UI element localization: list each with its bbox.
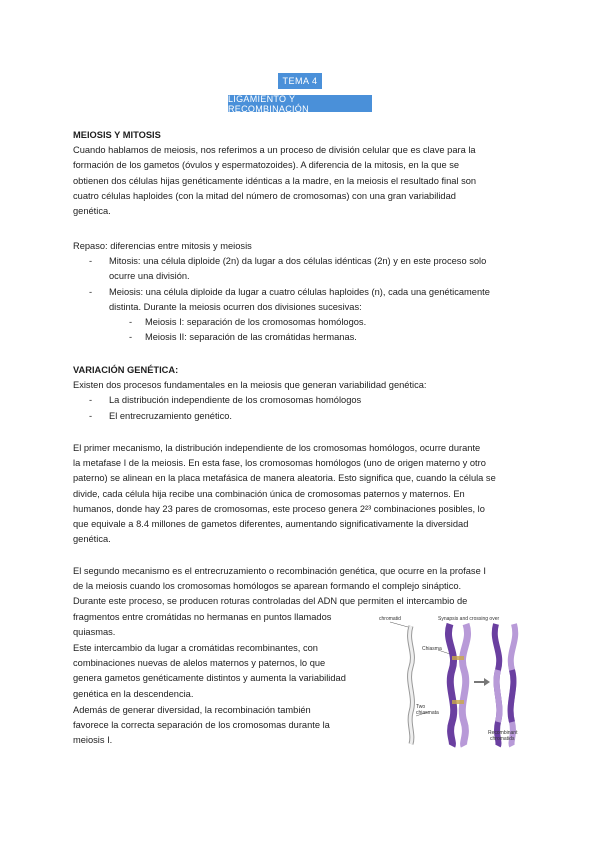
text-line: Este intercambio da lugar a cromátidas recombinantes, con	[73, 643, 318, 653]
sub-bullet-list	[73, 315, 528, 345]
topic-subtitle: LIGAMIENTO Y RECOMBINACIÓN	[228, 95, 372, 112]
text-line: genética en la descendencia.	[73, 688, 194, 699]
list-item	[73, 330, 528, 345]
dash-bullet: -	[129, 317, 133, 328]
text-line: Meiosis I: separación de los cromosomas homólogos.	[145, 317, 367, 328]
label-synapsis: Synapsis and crossing over	[438, 616, 500, 622]
section-meiosis-mitosis	[73, 128, 528, 219]
text-line: genética.	[73, 206, 111, 217]
list-item	[73, 315, 528, 330]
dash-bullet: -	[89, 410, 93, 421]
paragraph-entrecruzamiento	[73, 564, 528, 610]
text-line: cuatro células haploides (con la mitad del número de cromosomas) con una gran variabilidad	[73, 190, 456, 201]
text-line: Durante este proceso, se producen roturas controladas del ADN que permiten el intercambio de	[73, 596, 468, 607]
dash-bullet: -	[89, 395, 93, 406]
text-line: de la meiosis cuando los cromosomas homólogos se aparean formando el complejo sináptico.	[73, 581, 462, 592]
text-line: El entrecruzamiento genético.	[109, 410, 232, 421]
section-heading: VARIACIÓN GENÉTICA:	[73, 365, 179, 375]
list-item	[73, 409, 528, 424]
topic-title: TEMA 4	[278, 73, 322, 89]
dash-bullet: -	[89, 286, 93, 297]
label-chromatid: chromatid	[379, 616, 401, 622]
homolog-dark	[448, 624, 453, 746]
text-line: El primer mecanismo, la distribución independiente de los cromosomas homólogos, ocurre durante	[73, 443, 481, 453]
text-line: Además de generar diversidad, la recombinación también	[73, 705, 311, 715]
text-line: formación de los gametos (óvulos y espermatozoides). A diferencia de la mitosis, en la que se	[73, 160, 460, 171]
paragraph-recombinantes	[73, 641, 370, 702]
list-item	[73, 393, 528, 408]
crossing-over-figure	[378, 612, 528, 750]
text-line: Meiosis II: separación de las cromátidas hermanas.	[145, 332, 357, 343]
label-chromatids: chromatids	[490, 736, 515, 742]
paragraph-distribucion	[73, 441, 528, 547]
text-line: la metafase I de la meiosis. En esta fase, los cromosomas homólogos (uno de origen materno y otro	[73, 458, 486, 469]
label-chiasma: Chiasma	[422, 646, 442, 652]
chiasma-band-1	[452, 656, 464, 660]
paragraph-separacion	[73, 703, 370, 749]
variacion-intro: Existen dos procesos fundamentales en la meiosis que generan variabilidad genética:	[73, 380, 427, 391]
text-line: divide, cada célula hija recibe una combinación única de cromosomas paternos y maternos. En	[73, 488, 465, 499]
text-line: ocurre una división.	[109, 271, 190, 282]
dash-bullet: -	[89, 256, 93, 267]
bullet-list	[73, 254, 528, 315]
list-item	[73, 254, 528, 284]
list-item	[73, 285, 528, 315]
text-line: La distribución independiente de los cromosomas homólogos	[109, 395, 362, 406]
text-line: El segundo mecanismo es el entrecruzamiento o recombinación genética, que ocurre en la profase I	[73, 566, 486, 576]
homolog-light	[462, 624, 467, 746]
paragraph-entrecruzamiento-end	[73, 610, 370, 640]
section-heading: MEIOSIS Y MITOSIS	[73, 130, 161, 140]
repaso-intro: Repaso: diferencias entre mitosis y meiosis	[73, 241, 252, 251]
recombinant-2b	[511, 670, 514, 722]
label-recombinant: Recombinant	[488, 730, 518, 736]
text-line: fragmentos entre cromátidas no hermanas en puntos llamados	[73, 612, 332, 622]
text-line: genética.	[73, 534, 111, 545]
text-line: quiasmas.	[73, 627, 116, 638]
label-two: Two	[416, 704, 426, 710]
dash-bullet: -	[129, 332, 133, 343]
text-line: combinaciones nuevas de alelos maternos y paternos, lo que	[73, 658, 326, 669]
section-variacion	[73, 363, 528, 424]
text-line: Mitosis: una célula diploide (2n) da lugar a dos células idénticas (2n) y en este proceso solo	[109, 256, 487, 267]
paragraph	[73, 143, 528, 219]
recombinant-1b	[497, 670, 500, 722]
text-line: distinta. Durante la meiosis ocurren dos divisiones sucesivas:	[109, 301, 362, 312]
text-line: humanos, donde hay 23 pares de cromosomas, este proceso genera 2²³ combinaciones posibles, lo	[73, 503, 485, 514]
chiasma-band-2	[452, 700, 464, 704]
crossing-over-diagram	[378, 612, 528, 750]
section-repaso	[73, 239, 528, 345]
text-line: Meiosis: una célula diploide da lugar a cuatro células haploides (n), cada una genéticamente	[109, 286, 490, 297]
text-line: Cuando hablamos de meiosis, nos referimos a un proceso de división celular que es clave para la	[73, 145, 476, 156]
text-line: genera gametos genéticamente distintos y aumenta la variabilidad	[73, 673, 346, 684]
bullet-list	[73, 393, 528, 423]
text-line: meiosis I.	[73, 735, 113, 746]
text-line: obtienen dos células hijas genéticamente idénticas a la madre, en la meiosis el resultado final son	[73, 175, 477, 186]
arrow-head	[484, 678, 490, 686]
text-line: que equivale a 8.4 millones de gametos diferentes, aumentando significativamente la diversidad	[73, 519, 469, 530]
label-chiasmata: chiasmata	[416, 710, 439, 716]
text-line: favorece la correcta separación de los cromosomas durante la	[73, 720, 330, 731]
text-line: paterno) se alinean en la placa metafásica de manera aleatoria. Esto significa que, cuando la célula se	[73, 473, 496, 484]
